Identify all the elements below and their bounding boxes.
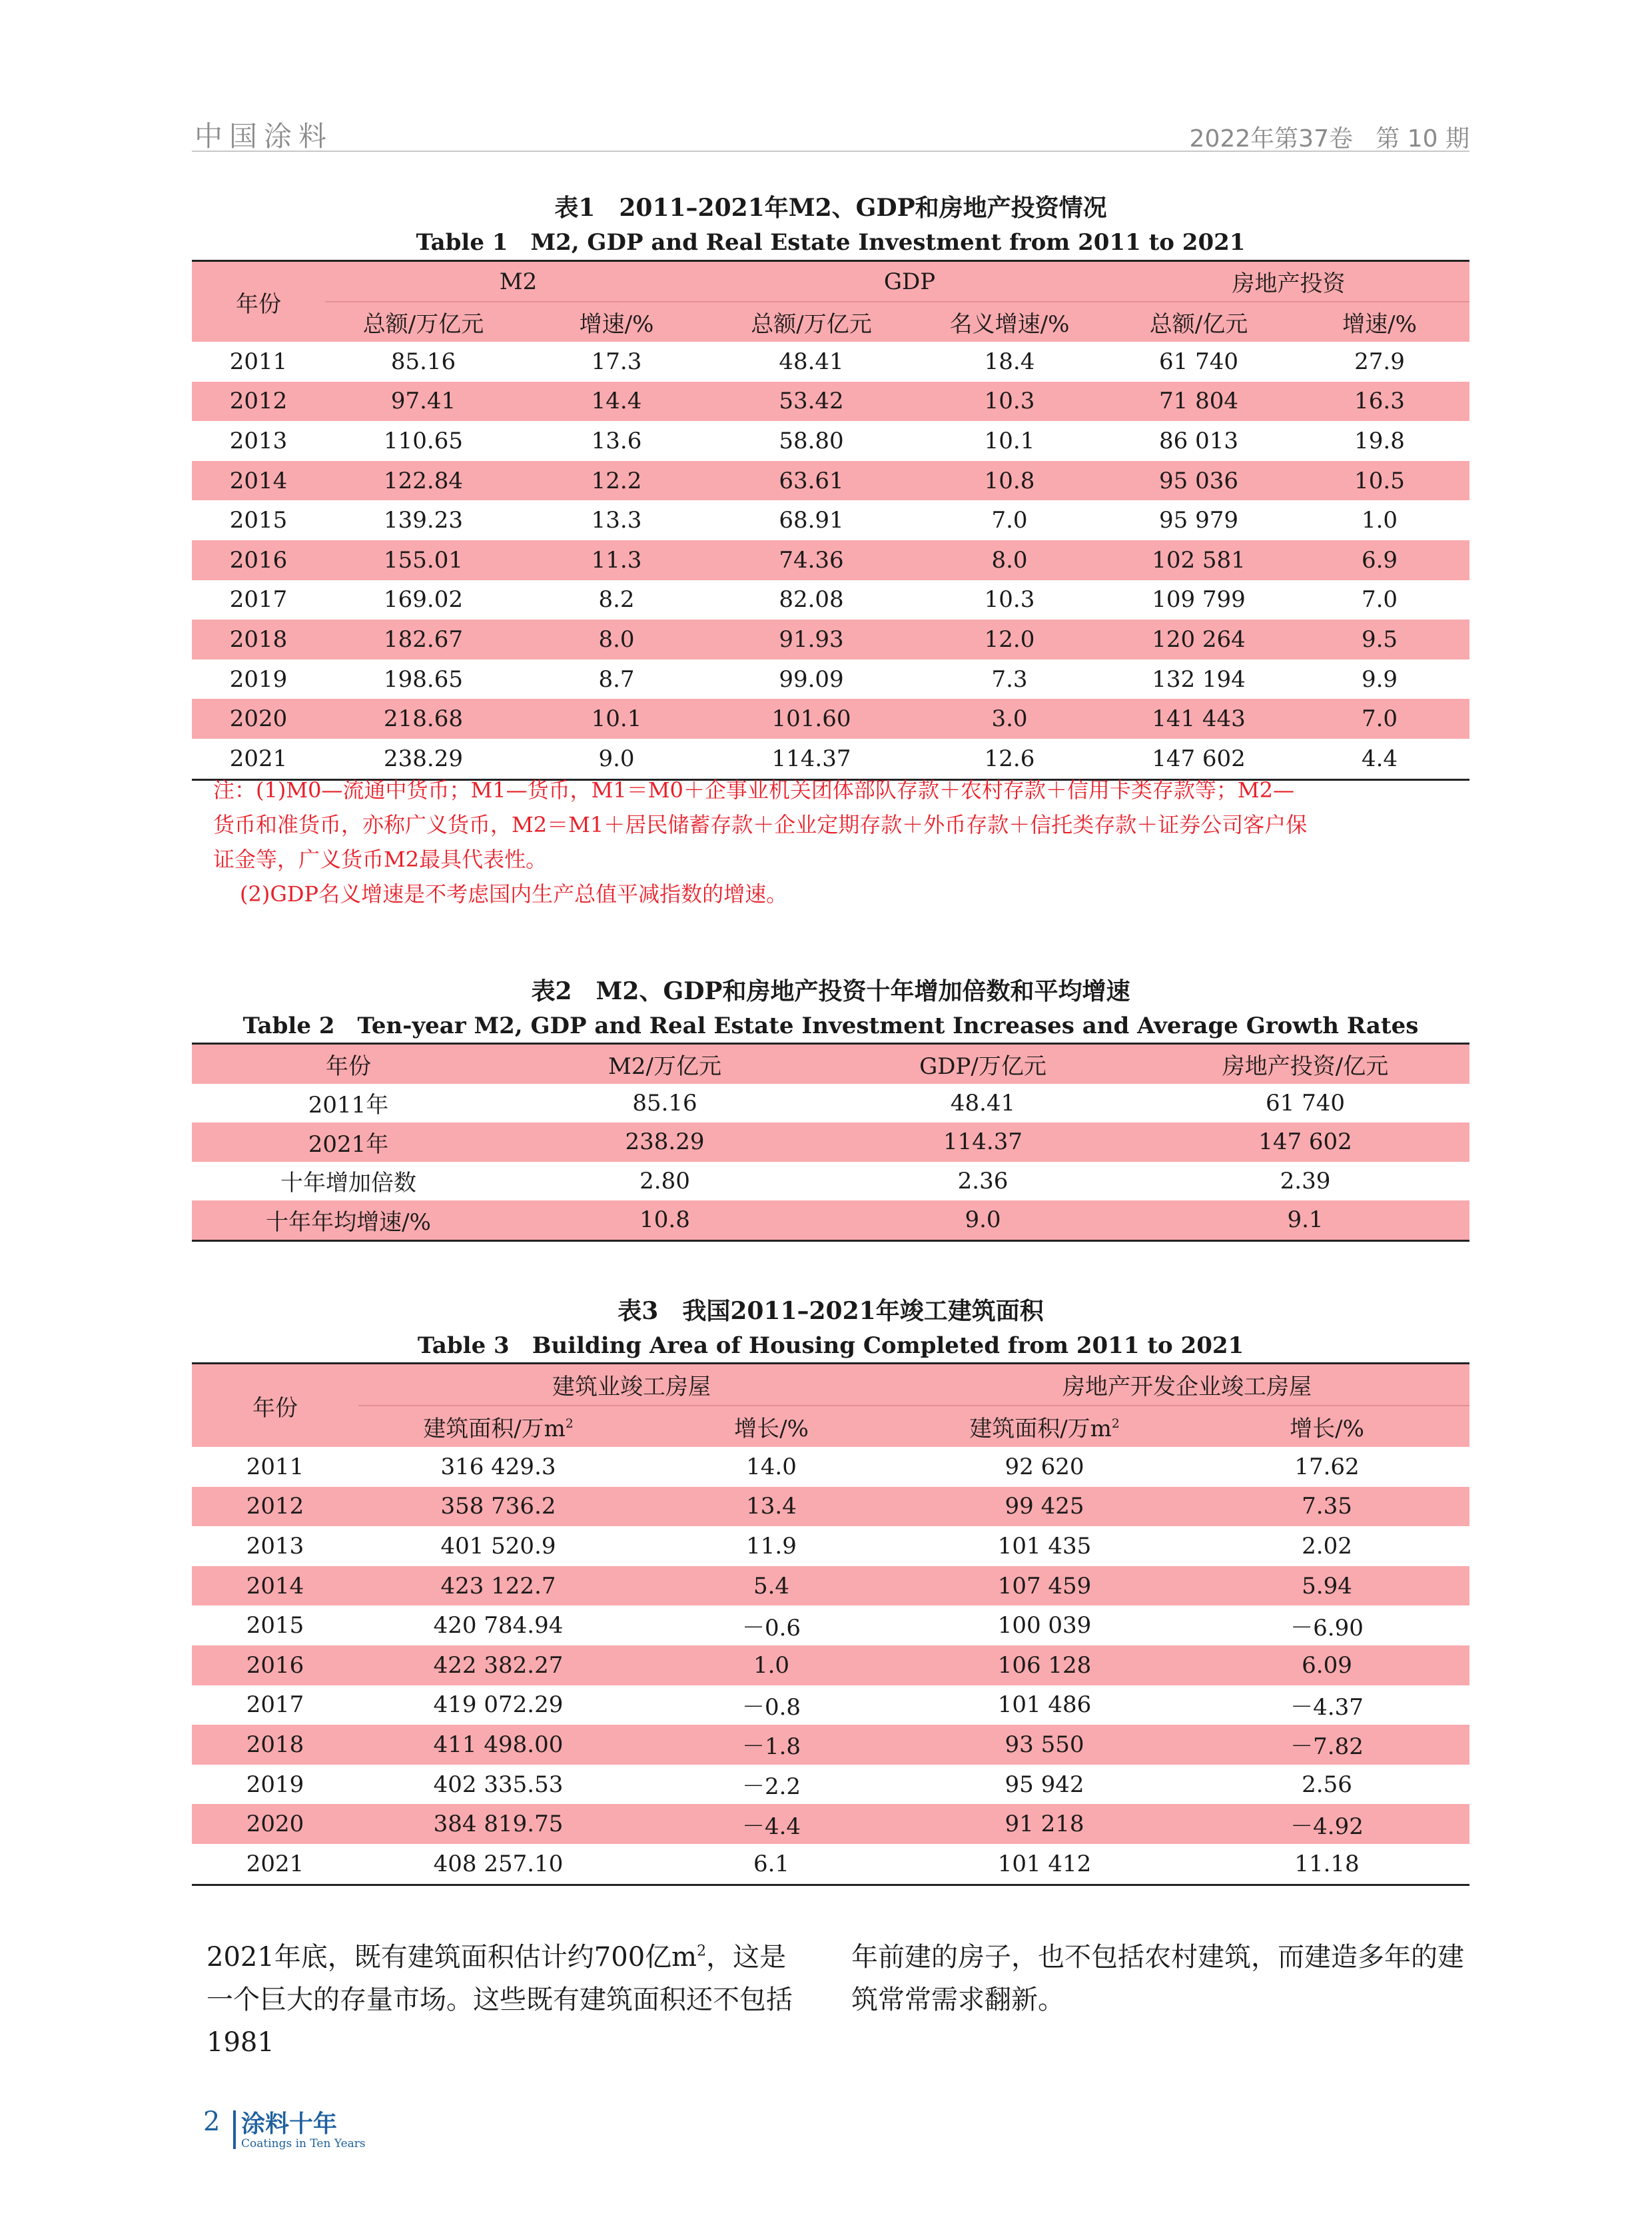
table-cell: 99 425 <box>1005 1493 1084 1520</box>
footer-bar <box>233 2110 236 2149</box>
table-cell: 1.0 <box>1361 507 1398 534</box>
table-cell: 316 429.3 <box>440 1453 556 1480</box>
table-cell: 53.42 <box>779 388 844 415</box>
table-cell: 110.65 <box>384 427 463 454</box>
table-cell: 95 942 <box>1005 1771 1084 1798</box>
table-row <box>192 1685 1469 1725</box>
table-cell: 86 013 <box>1159 427 1239 454</box>
table-cell: 109 799 <box>1152 586 1246 614</box>
table-cell: 10.5 <box>1354 467 1405 494</box>
table-cell: －4.4 <box>741 1813 801 1840</box>
issue-info: 2022年第37卷 第 10 期 <box>1189 125 1469 153</box>
table-cell: 14.4 <box>591 388 642 415</box>
table-cell: 19.8 <box>1354 427 1405 454</box>
table-cell: 3.0 <box>991 705 1028 733</box>
table-cell: 122.84 <box>384 467 463 494</box>
table-cell: 17.62 <box>1294 1453 1360 1480</box>
table-cell: 8.0 <box>598 626 635 653</box>
table-cell: 101 486 <box>997 1691 1092 1719</box>
table-cell: 147 602 <box>1258 1128 1352 1156</box>
table-cell: 74.36 <box>779 546 844 574</box>
table2-header: 房地产投资/亿元 <box>1222 1053 1389 1080</box>
body-text-left: 2021年底，既有建筑面积估计约700亿$m^2$，这是一个巨大的存量市场。这些既有建筑面积还不包括1981 <box>206 1942 793 2058</box>
table-row <box>192 1804 1469 1844</box>
table-cell: －4.37 <box>1290 1693 1364 1721</box>
table-cell: 14.0 <box>746 1453 797 1480</box>
journal-name: 中国涂料 <box>195 120 334 153</box>
series-name-en: Coatings in Ten Years <box>241 2137 366 2150</box>
table-cell: 423 122.7 <box>440 1572 556 1599</box>
table-row <box>192 1725 1469 1765</box>
table-cell: 2012 <box>246 1493 304 1520</box>
table-row <box>192 660 1469 699</box>
table3 <box>192 1362 1469 1886</box>
table-cell: 101 435 <box>997 1532 1092 1559</box>
table2-body <box>192 1084 1469 1241</box>
table-cell: 1.0 <box>753 1651 790 1679</box>
table-cell: 8.2 <box>598 586 635 614</box>
table1-note-line: 证金等，广义货币M2最具代表性。 <box>213 847 548 872</box>
table1-group-gdp: GDP <box>711 261 1108 302</box>
table-cell: 92 620 <box>1005 1453 1084 1480</box>
table2-title-cn: 表2 M2、GDP和房地产投资十年增加倍数和平均增速 <box>531 977 1130 1005</box>
table-cell: 238.29 <box>384 745 463 772</box>
table1-subhead: 总额/亿元 <box>1149 311 1248 338</box>
table-cell: 107 459 <box>997 1572 1092 1599</box>
table-cell: 2013 <box>229 427 288 454</box>
table-row <box>192 342 1469 382</box>
table-cell: 48.41 <box>950 1089 1016 1116</box>
table-cell: 85.16 <box>390 348 456 375</box>
table-row <box>192 382 1469 422</box>
table-cell: 97.41 <box>390 388 456 415</box>
table1-note <box>213 773 1465 911</box>
table1-subhead: 增速/% <box>1342 311 1417 338</box>
table-cell: 58.80 <box>779 427 844 454</box>
table3-header-row <box>192 1364 1469 1406</box>
table-cell: 2.36 <box>957 1167 1009 1194</box>
table-cell: 9.5 <box>1361 626 1398 653</box>
table-cell: 141 443 <box>1152 705 1246 733</box>
table-cell: 101 412 <box>997 1850 1092 1877</box>
table-cell: 155.01 <box>384 546 463 574</box>
table-cell: 10.8 <box>984 467 1035 494</box>
table3-subheader-row <box>192 1406 1469 1447</box>
table-cell: 8.7 <box>598 666 635 693</box>
table2-header: GDP/万亿元 <box>919 1053 1046 1080</box>
table-cell: －6.90 <box>1290 1614 1364 1641</box>
header-rule <box>192 151 1469 152</box>
table-cell: 8.0 <box>991 546 1028 574</box>
table-cell: 10.1 <box>591 705 642 733</box>
table-cell: 95 979 <box>1159 507 1239 534</box>
table-cell: 十年年均增速/% <box>266 1208 431 1236</box>
table-cell: 2011 <box>229 348 288 375</box>
table1-col-year: 年份 <box>236 290 281 318</box>
table1-header-row <box>192 261 1469 302</box>
table-cell: 411 498.00 <box>433 1731 564 1758</box>
table-cell: 2021年 <box>308 1130 389 1158</box>
table-cell: 101.60 <box>771 705 851 733</box>
table-row <box>192 1765 1469 1805</box>
table-cell: －2.2 <box>741 1773 801 1801</box>
table3-subhead: 建筑面积/万$m^2$ <box>423 1416 574 1442</box>
table3-title-en: Table 3 Building Area of Housing Completed from 2011 to 2021 <box>417 1332 1244 1359</box>
table-cell: 2014 <box>229 467 288 494</box>
table-cell: 2019 <box>229 666 288 693</box>
table-cell: 198.65 <box>384 666 463 693</box>
table-cell: 95 036 <box>1159 467 1239 494</box>
table-cell: 132 194 <box>1152 666 1246 693</box>
table3-subhead: 增长/% <box>1290 1416 1364 1442</box>
table-cell: 17.3 <box>591 348 642 375</box>
table-cell: 2016 <box>246 1651 304 1679</box>
table-cell: 2.02 <box>1302 1532 1352 1559</box>
table-cell: 12.2 <box>591 467 642 494</box>
table-cell: 182.67 <box>384 626 463 653</box>
table-cell: 7.0 <box>1361 586 1398 614</box>
table-row <box>192 461 1469 501</box>
table1-subhead: 总额/万亿元 <box>751 311 872 338</box>
table-cell: 218.68 <box>384 705 463 733</box>
table-cell: 9.1 <box>1287 1206 1324 1234</box>
table1-note-line: (2)GDP名义增速是不考虑国内生产总值平减指数的增速。 <box>240 881 788 907</box>
table-cell: 11.9 <box>746 1532 797 1559</box>
table-cell: 419 072.29 <box>433 1691 564 1719</box>
table-row <box>192 699 1469 739</box>
table-cell: 4.4 <box>1361 745 1398 772</box>
table-cell: 238.29 <box>625 1128 705 1156</box>
table-cell: 422 382.27 <box>433 1651 564 1679</box>
table-cell: 9.9 <box>1361 666 1398 693</box>
table-cell: 82.08 <box>779 586 844 614</box>
body-text-right: 年前建的房子，也不包括农村建筑，而建造多年的建筑常常需求翻新。 <box>851 1942 1464 2015</box>
table-cell: 2016 <box>229 546 288 574</box>
table-cell: 420 784.94 <box>433 1612 564 1639</box>
table3-subhead: 增长/% <box>734 1416 809 1442</box>
table1-subhead: 总额/万亿元 <box>362 311 484 338</box>
table-cell: 169.02 <box>384 586 463 614</box>
table-cell: 102 581 <box>1152 546 1246 574</box>
table-cell: 2014 <box>246 1572 304 1599</box>
table-cell: 114.37 <box>943 1128 1023 1156</box>
table-cell: 7.0 <box>1361 705 1398 733</box>
table-cell: 2018 <box>229 626 288 653</box>
page-number: 2 <box>203 2106 220 2137</box>
table1-subhead: 增速/% <box>579 311 654 338</box>
table-cell: 402 335.53 <box>433 1771 564 1798</box>
table3-title-cn: 表3 我国2011–2021年竣工建筑面积 <box>618 1297 1044 1325</box>
table-cell: －0.8 <box>741 1693 801 1721</box>
table-cell: 48.41 <box>779 348 844 375</box>
table-cell: 139.23 <box>384 507 463 534</box>
table-cell: 7.3 <box>991 666 1028 693</box>
table-row <box>192 1447 1469 1487</box>
table1-subheader-row <box>192 302 1469 342</box>
table-cell: 11.18 <box>1294 1850 1360 1877</box>
table-cell: 5.94 <box>1302 1572 1352 1599</box>
table-cell: 120 264 <box>1152 626 1246 653</box>
table-cell: 61 740 <box>1266 1089 1345 1116</box>
table1-title-en: Table 1 M2, GDP and Real Estate Investment from 2011 to 2021 <box>416 229 1246 256</box>
table-cell: 2019 <box>246 1771 304 1798</box>
table-cell: 13.3 <box>591 507 642 534</box>
table-cell: 27.9 <box>1354 348 1405 375</box>
table-row <box>192 620 1469 660</box>
table3-group-construction: 建筑业竣工房屋 <box>358 1364 905 1406</box>
table-cell: 6.09 <box>1302 1651 1352 1679</box>
table-cell: 11.3 <box>591 546 642 574</box>
table-cell: 7.0 <box>991 507 1028 534</box>
table-row <box>192 1645 1469 1685</box>
table1-note-line: 注：(1)M0—流通中货币；M1—货币，M1＝M0＋企事业机关团体部队存款＋农村存款＋信用卡类存款等；M2— <box>213 777 1294 803</box>
table-cell: 6.9 <box>1361 546 1398 574</box>
table-cell: 2.39 <box>1280 1167 1331 1194</box>
series-name-cn: 涂料十年 <box>241 2110 338 2138</box>
table-row <box>192 1200 1469 1240</box>
table-row <box>192 1084 1469 1123</box>
table-cell: 10.3 <box>984 388 1035 415</box>
table3-group-developers: 房地产开发企业竣工房屋 <box>905 1364 1469 1406</box>
table-cell: 2020 <box>246 1811 304 1838</box>
table1-title-cn: 表1 2011–2021年M2、GDP和房地产投资情况 <box>554 194 1107 222</box>
table-cell: 85.16 <box>632 1089 697 1116</box>
table-cell: 2017 <box>229 586 288 614</box>
table-cell: 16.3 <box>1354 388 1405 415</box>
table-cell: －1.8 <box>741 1733 801 1761</box>
table-cell: 7.35 <box>1302 1493 1352 1520</box>
table-cell: 384 819.75 <box>433 1811 564 1838</box>
table-cell: 12.6 <box>984 745 1035 772</box>
table-cell: 12.0 <box>984 626 1035 653</box>
table-cell: －4.92 <box>1290 1813 1364 1840</box>
table-cell: 100 039 <box>997 1612 1092 1639</box>
table2-header-row <box>192 1044 1469 1084</box>
table-cell: 2011 <box>246 1453 304 1480</box>
table-cell: 358 736.2 <box>440 1493 556 1520</box>
table-cell: 2020 <box>229 705 288 733</box>
table2-header: 年份 <box>326 1053 371 1080</box>
table-cell: 2017 <box>246 1691 304 1719</box>
table-cell: 91 218 <box>1005 1811 1084 1838</box>
table3-col-year: 年份 <box>252 1394 298 1422</box>
table-cell: 114.37 <box>771 745 851 772</box>
table-cell: 18.4 <box>984 348 1035 375</box>
table-cell: 401 520.9 <box>440 1532 556 1559</box>
table-cell: 9.0 <box>598 745 635 772</box>
table-cell: 2021 <box>246 1850 304 1877</box>
table2-title-en: Table 2 Ten-year M2, GDP and Real Estate Investment Increases and Average Growth Rates <box>242 1013 1419 1039</box>
table-cell: 2015 <box>246 1612 304 1639</box>
table-cell: 106 128 <box>997 1651 1092 1679</box>
table1-group-realestate: 房地产投资 <box>1108 261 1469 302</box>
table-cell: 13.4 <box>746 1493 797 1520</box>
table-cell: 10.3 <box>984 586 1035 614</box>
table1 <box>192 260 1469 781</box>
table-cell: 9.0 <box>965 1206 1001 1234</box>
table-cell: 71 804 <box>1159 388 1239 415</box>
table-row <box>192 540 1469 580</box>
table-row <box>192 1566 1469 1606</box>
table-row <box>192 1162 1469 1201</box>
table1-group-m2: M2 <box>325 261 711 302</box>
table-cell: 2.56 <box>1302 1771 1352 1798</box>
table-row <box>192 580 1469 620</box>
table-cell: 十年增加倍数 <box>280 1170 416 1197</box>
table-cell: 2015 <box>229 507 288 534</box>
table-cell: 408 257.10 <box>433 1850 564 1877</box>
table-cell: 2012 <box>229 388 288 415</box>
table-cell: 6.1 <box>753 1850 790 1877</box>
table-row <box>192 1605 1469 1645</box>
table-row <box>192 1844 1469 1885</box>
table-row <box>192 500 1469 540</box>
table-cell: 10.8 <box>639 1206 690 1234</box>
table-cell: 147 602 <box>1152 745 1246 772</box>
table-cell: 2018 <box>246 1731 304 1758</box>
table2 <box>192 1043 1469 1242</box>
table1-subhead: 名义增速/% <box>949 311 1070 338</box>
table-cell: 13.6 <box>591 427 642 454</box>
table-cell: 2013 <box>246 1532 304 1559</box>
table-cell: 61 740 <box>1159 348 1239 375</box>
table-cell: 93 550 <box>1005 1731 1084 1758</box>
table1-note-line: 货币和准货币，亦称广义货币，M2＝M1＋居民储蓄存款＋企业定期存款＋外币存款＋信托类存款＋证券公司客户保 <box>213 812 1308 837</box>
table-cell: 2011年 <box>308 1092 389 1119</box>
table-row <box>192 1487 1469 1527</box>
table-cell: 99.09 <box>779 666 844 693</box>
table-cell: －0.6 <box>741 1614 801 1641</box>
table3-subhead: 建筑面积/万$m^2$ <box>969 1416 1120 1442</box>
table2-header: M2/万亿元 <box>608 1053 721 1080</box>
table-cell: 2021 <box>229 745 288 772</box>
table-cell: 91.93 <box>779 626 844 653</box>
table1-body <box>192 342 1469 779</box>
table-cell: 10.1 <box>984 427 1035 454</box>
table-cell: 68.91 <box>779 507 844 534</box>
table-row <box>192 1526 1469 1566</box>
table-cell: －7.82 <box>1290 1733 1364 1761</box>
table-cell: 63.61 <box>779 467 844 494</box>
table-row <box>192 421 1469 461</box>
table-cell: 2.80 <box>639 1167 690 1194</box>
table-row <box>192 1122 1469 1162</box>
table3-body <box>192 1447 1469 1885</box>
table-cell: 5.4 <box>753 1572 790 1599</box>
